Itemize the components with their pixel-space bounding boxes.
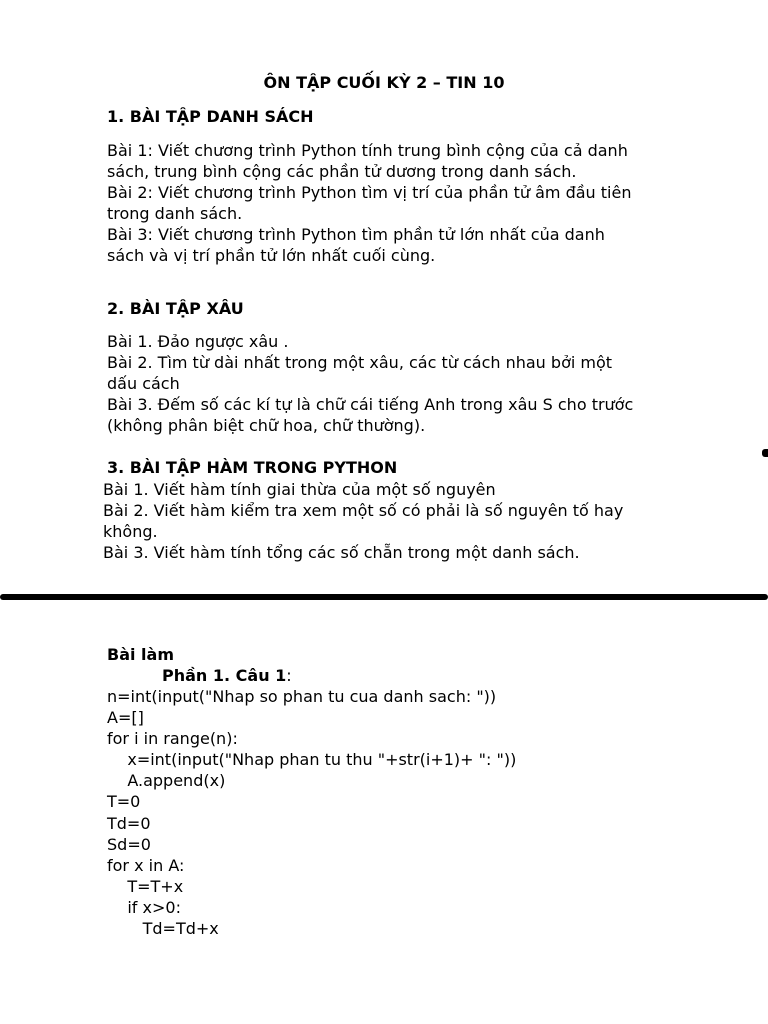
text-line: trong danh sách. <box>107 204 243 223</box>
section-heading-lists: 1. BÀI TẬP DANH SÁCH <box>107 107 314 126</box>
document-title: ÔN TẬP CUỐI KỲ 2 – TIN 10 <box>263 73 505 92</box>
section-body-functions <box>103 479 623 563</box>
code-line: A=[] <box>107 708 144 728</box>
code-line: A.append(x) <box>107 771 226 791</box>
text-line: sách và vị trí phần tử lớn nhất cuối cùng. <box>107 246 436 265</box>
code-line: n=int(input("Nhap so phan tu cua danh sach: ")) <box>107 687 497 706</box>
code-line: for x in A: <box>107 855 185 875</box>
text-line: Bài 3. Viết hàm tính tổng các số chẵn trong một danh sách. <box>103 543 580 562</box>
part-heading <box>162 665 292 686</box>
code-line: T=0 <box>107 792 141 812</box>
section-body-lists <box>107 140 631 266</box>
part-suffix: : <box>286 666 292 685</box>
text-line: dấu cách <box>107 374 180 393</box>
text-line: Bài 2. Viết hàm kiểm tra xem một số có phải là số nguyên tố hay <box>103 501 624 520</box>
text-line: Bài 1: Viết chương trình Python tính trung bình cộng của cả danh <box>107 141 628 160</box>
text-line: Bài 3: Viết chương trình Python tìm phần tử lớn nhất của danh <box>107 225 605 244</box>
text-line: (không phân biệt chữ hoa, chữ thường). <box>107 416 426 435</box>
edge-mark <box>762 449 768 457</box>
text-line: Bài 2. Tìm từ dài nhất trong một xâu, các từ cách nhau bởi một <box>107 353 613 372</box>
code-line: Td=Td+x <box>107 919 219 939</box>
section-heading-functions: 3. BÀI TẬP HÀM TRONG PYTHON <box>107 458 398 477</box>
code-line: T=T+x <box>107 876 184 896</box>
text-line: Bài 1. Viết hàm tính giai thừa của một số nguyên <box>103 480 496 499</box>
text-line: không. <box>103 522 158 541</box>
text-line: sách, trung bình cộng các phần tử dương trong danh sách. <box>107 162 577 181</box>
section-body-strings <box>107 331 633 436</box>
text-line: Bài 3. Đếm số các kí tự là chữ cái tiếng Anh trong xâu S cho trước <box>107 395 634 414</box>
code-block <box>107 686 516 939</box>
page-divider <box>0 594 768 600</box>
part-label: Phần 1. Câu 1 <box>162 666 287 685</box>
code-line: x=int(input("Nhap phan tu thu "+str(i+1)+ ": ")) <box>107 750 517 770</box>
answer-heading: Bài làm <box>107 645 174 664</box>
code-line: if x>0: <box>107 897 181 917</box>
code-line: for i in range(n): <box>107 729 238 749</box>
code-line: Td=0 <box>107 813 151 833</box>
section-heading-strings: 2. BÀI TẬP XÂU <box>107 299 244 318</box>
code-line: Sd=0 <box>107 834 151 854</box>
text-line: Bài 1. Đảo ngược xâu . <box>107 332 289 351</box>
text-line: Bài 2: Viết chương trình Python tìm vị trí của phần tử âm đầu tiên <box>107 183 632 202</box>
